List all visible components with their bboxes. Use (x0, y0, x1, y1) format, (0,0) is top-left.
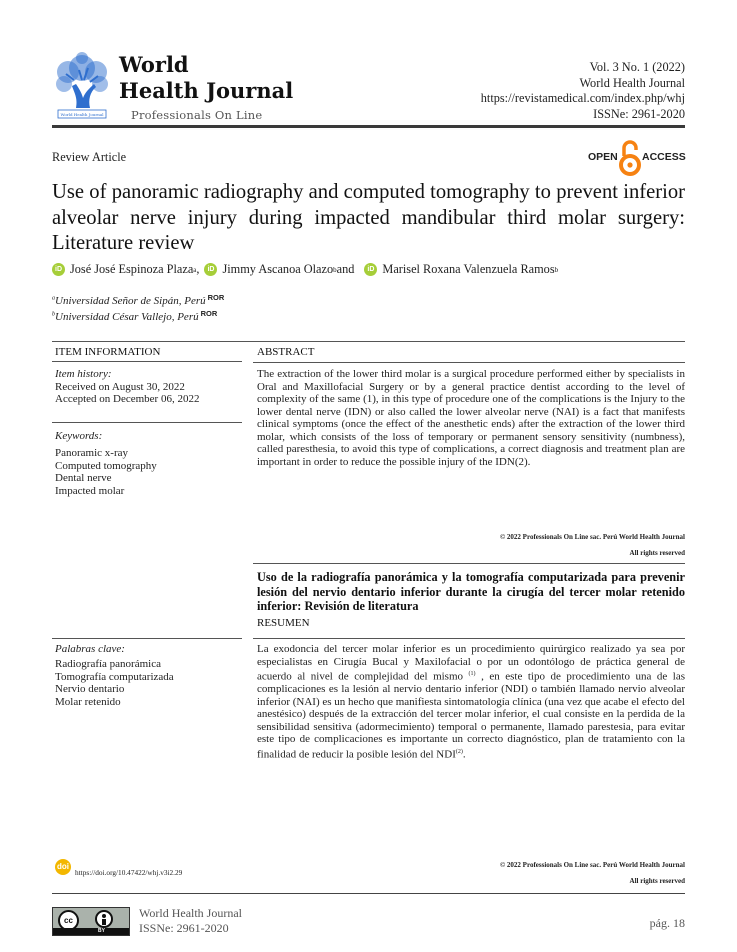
citation-ref: (1) (468, 671, 476, 677)
copyright-line: © 2022 Professionals On Line sac. Perú World Health Journal (499, 861, 685, 869)
affil-mark: a (52, 295, 55, 302)
item-info-rule (52, 361, 242, 362)
keyword: Computed tomography (55, 459, 157, 472)
keywords-list (55, 447, 245, 497)
abstract-rule (253, 362, 685, 363)
brand-line-1: World (119, 52, 189, 77)
license-strip (53, 928, 129, 935)
journal-logo-tree (52, 50, 112, 124)
affiliation (52, 309, 217, 323)
brand-subtitle: Professionals On Line (131, 108, 263, 122)
doi-icon: doi (55, 859, 71, 875)
author-name: José José Espinoza Plaza (70, 262, 194, 276)
author-affil-mark: b (333, 265, 337, 274)
affil-text: Universidad César Vallejo, Perú (55, 311, 199, 323)
logo-ribbon-text: World Health Journal (60, 112, 104, 117)
orcid-icon[interactable]: iD (204, 263, 217, 276)
resumen-heading: RESUMEN (257, 617, 310, 629)
keywords-rule (52, 422, 242, 423)
copyright-notice (500, 529, 685, 561)
abstract-heading: ABSTRACT (257, 346, 315, 358)
footer-issn: ISSNe: 2961-2020 (139, 920, 229, 935)
author-affil-mark: a (193, 265, 197, 274)
resumen-text-end: . (462, 748, 466, 761)
affil-mark: b (52, 311, 55, 318)
article-title: Use of panoramic radiography and computed tomography to prevent inferior alveolar nerve injury during impacted mandibular third molar surgery: Literature review (52, 181, 685, 254)
volume-info: Vol. 3 No. 1 (2022) (589, 60, 685, 74)
journal-info (481, 60, 685, 122)
affiliation (52, 293, 224, 307)
keywords-label: Keywords: (55, 430, 103, 442)
spanish-title: Uso de la radiografía panorámica y la tomografía computarizada para prevenir lesión del nervio dentario inferior durante la cirugía del tercer molar retenido inferior: Revisión de literatura (257, 570, 685, 613)
cc-icon: cc (58, 910, 79, 931)
section-top-rule (52, 341, 685, 342)
footer-journal-info (139, 906, 242, 935)
doi-block (55, 859, 182, 875)
citation-ref: (2) (455, 748, 463, 755)
resumen-text-part: , en este tipo de procedimiento una de las complicaciones es la lesión al nervio dentario inferior (NDI) o también llamado nervio alveolar inferior (NAI) es un hecho que manifiesta sintomatología clínica (una vez que acabe el efecto del anestésico) después de la extracción del tercer molar inferior, el cual consiste en la perdida de la sensibilidad sensitiva (adormecimiento) temporal o permanente, llamado parestesia, para evitar este tipo de complicaciones es importante un correcto diagnóstico, plan de tratamiento con la finalidad de reducir la posible lesión del NDI (257, 670, 685, 761)
journal-issn: ISSNe: 2961-2020 (593, 106, 685, 121)
author-affil-mark: b (554, 265, 559, 274)
accepted-date: Accepted on December 06, 2022 (55, 393, 200, 405)
affil-text: Universidad Señor de Sipán, Perú (55, 295, 206, 307)
keyword: Radiografía panorámica (55, 658, 161, 670)
journal-name: World Health Journal (579, 75, 685, 90)
ror-icon[interactable]: ROR (207, 293, 225, 302)
page-number: pág. 18 (649, 916, 685, 930)
author-name: Marisel Roxana Valenzuela Ramos (382, 262, 555, 276)
rights-line: All rights reserved (629, 549, 685, 557)
footer-journal-name: World Health Journal (139, 906, 243, 920)
resumen-text (257, 643, 685, 761)
by-label: BY (98, 928, 105, 934)
palabras-clave-list (55, 658, 245, 708)
keyword: Panoramic x-ray (55, 447, 128, 459)
abstract-text: The extraction of the lower third molar is a surgical procedure performed either by specialists in Oral and Maxillofacial Surgery or by a general practice dentist according to the level of complexity of the same (1), in this type of procedure one of the complications is the Injury to the lower dental nerve (IDN) or also called the lower alveolar nerve (NAI) is a fact that manifests clinical symptoms (once the effect of the anesthetic ends) after the extraction of the lower third molar, which consists of the loss of temporary or permanent sensory sensitivity (numbness), called paresthesia, to avoid this type of complications, a correct diagnosis and treatment plan are important in order to reduce the possible injury of the IDN(2). (257, 368, 685, 468)
palabras-clave-label: Palabras clave: (55, 643, 125, 655)
author-separator: and (336, 262, 355, 276)
keyword: Impacted molar (55, 484, 125, 497)
open-access-badge (588, 138, 688, 178)
keyword: Dental nerve (55, 472, 112, 484)
palabras-clave-rule (52, 638, 242, 639)
spanish-section-rule (253, 563, 685, 564)
footer-copyright (500, 857, 685, 889)
item-info-heading: ITEM INFORMATION (55, 346, 161, 358)
history-label: Item history: (55, 368, 112, 380)
ror-icon[interactable]: ROR (200, 309, 218, 318)
cc-by-license-badge[interactable] (52, 907, 130, 936)
journal-url[interactable]: https://revistamedical.com/index.php/whj (480, 91, 685, 105)
attribution-person-icon (95, 910, 113, 928)
author-list (52, 262, 558, 277)
article-type: Review Article (52, 150, 127, 164)
open-access-left: OPEN (588, 151, 618, 163)
author-name: Jimmy Ascanoa Olazo (222, 262, 334, 276)
author-separator: , (196, 262, 200, 276)
tree-icon (52, 50, 112, 124)
header-divider (52, 125, 685, 128)
item-history (55, 368, 245, 406)
received-date: Received on August 30, 2022 (55, 380, 185, 393)
journal-brand (119, 52, 293, 104)
doi-link[interactable]: https://doi.org/10.47422/whj.v3i2.29 (75, 868, 183, 877)
resumen-rule (253, 638, 685, 639)
brand-line-2: Health Journal (119, 78, 294, 103)
footer-divider (52, 893, 685, 894)
open-lock-icon (618, 138, 642, 178)
copyright-line: © 2022 Professionals On Line sac. Perú World Health Journal (499, 533, 685, 541)
open-access-right: ACCESS (642, 151, 686, 163)
orcid-icon[interactable]: iD (52, 263, 65, 276)
orcid-icon[interactable]: iD (364, 263, 377, 276)
rights-line: All rights reserved (629, 877, 685, 885)
keyword: Molar retenido (55, 695, 121, 708)
keyword: Tomografía computarizada (55, 670, 174, 683)
keyword: Nervio dentario (55, 683, 125, 695)
resumen-text-part: La exodoncia del tercer molar inferior es un procedimiento quirúrgico realizado ya sea por especialistas en Cirugía Bucal y Maxilofacial o por un odontólogo de práctica general de acuerdo al nivel de complejidad del mismo (257, 643, 685, 683)
